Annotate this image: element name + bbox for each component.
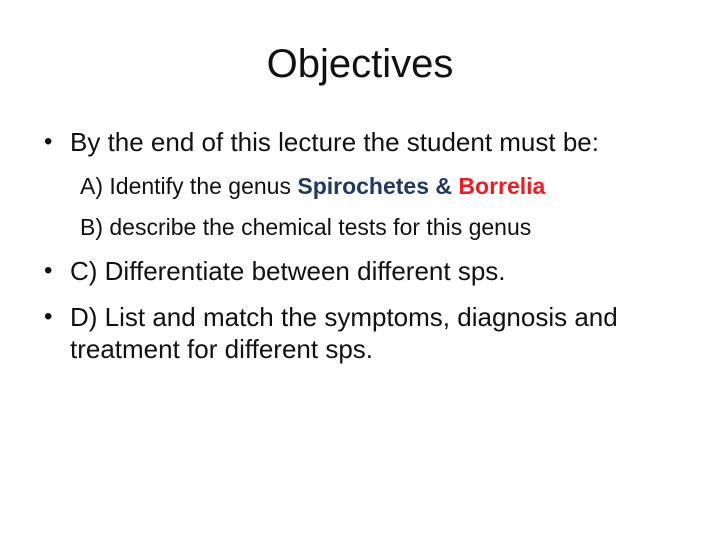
bullet-item-d-text: D) List and match the symptoms, diagnosis and treatment for different sps. [70, 301, 618, 365]
slide-title: Objectives [266, 42, 454, 86]
bullet-item-intro [44, 126, 680, 159]
bullet-item-intro-text: By the end of this lecture the student must be: [70, 127, 599, 157]
sub-item-a-prefix: A) Identify the genus [80, 172, 291, 199]
bullet-item-d [44, 301, 680, 366]
slide-body [0, 88, 720, 366]
sub-item-b-text: B) describe the chemical tests for this genus [80, 214, 532, 241]
sub-item-a [80, 172, 680, 202]
genus-borrelia-text: Borrelia [458, 172, 546, 199]
bullet-icon: • [44, 302, 53, 330]
bullet-icon: • [44, 257, 53, 285]
bullet-item-c [44, 255, 680, 288]
bullet-icon: • [44, 128, 53, 155]
bullet-item-c-text: C) Differentiate between different sps. [70, 256, 506, 287]
sub-item-b [80, 213, 680, 243]
genus-spirochetes-text: Spirochetes & [297, 172, 453, 199]
